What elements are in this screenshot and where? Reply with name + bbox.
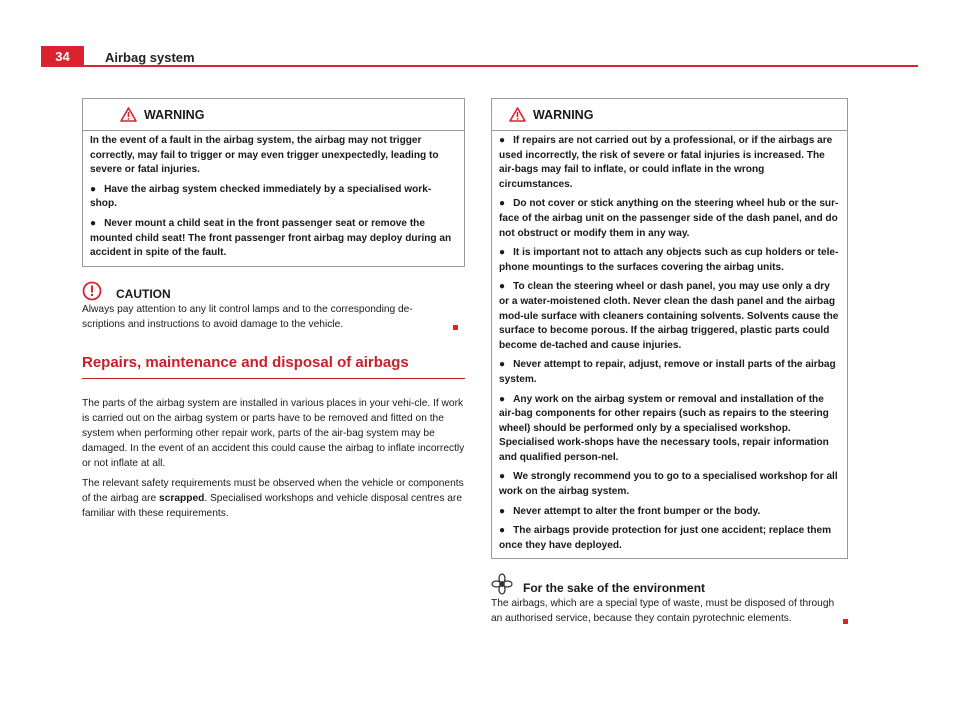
warning-box-left bbox=[82, 98, 465, 267]
bullet: ● bbox=[499, 359, 506, 371]
bullet: ● bbox=[499, 525, 506, 537]
warning-item: ● Never attempt to repair, adjust, remove or install parts of the airbag system. bbox=[499, 359, 836, 385]
warning-header bbox=[83, 99, 464, 131]
header-title: Airbag system bbox=[105, 50, 195, 65]
bullet: ● bbox=[499, 198, 506, 210]
warning-item: ● The airbags provide protection for just one accident; replace them once they have deployed. bbox=[499, 525, 832, 551]
section-paragraph: The parts of the airbag system are installed in various places in your vehi-cle. If work is carried out on the airbag system or parts have to be removed and fitted on the system when performing other repair work, parts of the air-bag system may be damaged. In the event of an accident this could cause the airbag to inflate incorrectly or not inflate at all. bbox=[82, 398, 465, 469]
end-mark bbox=[453, 325, 458, 330]
warning-item: ● Any work on the airbag system or removal and installation of the air-bag components for other repairs (such as repairs to the steering wheel) should be performed only by a specialised workshop. Specialised work-shops have the necessary tools, repair information and qualified person-nel. bbox=[499, 393, 829, 463]
warning-item: ● Do not cover or stick anything on the steering wheel hub or the sur-face of the airbag unit on the passenger side of the dash panel, and do not obstruct or modify them in any way. bbox=[499, 198, 839, 239]
caution-note bbox=[82, 281, 465, 333]
caution-title: CAUTION bbox=[116, 286, 171, 301]
warning-item: ● We strongly recommend you to go to a specialised workshop for all work on the airbag system. bbox=[499, 471, 838, 498]
section-paragraph: The relevant safety requirements must be observed when the vehicle or components of the airbag are scrapped. Specialised workshops and vehicle disposal centres are familiar with these requirements. bbox=[82, 478, 464, 519]
warning-item: ● Never mount a child seat in the front passenger seat or remove the mounted child seat! The front passenger front airbag may deploy during an accident in spite of the fault. bbox=[90, 217, 452, 259]
warning-title: WARNING bbox=[144, 107, 205, 122]
page-number: 34 bbox=[41, 46, 84, 67]
right-column bbox=[491, 98, 848, 627]
environment-text: The airbags, which are a special type of waste, must be disposed of through an authorised service, because they contain pyrotechnic elements. bbox=[491, 598, 835, 625]
bullet: ● bbox=[499, 247, 506, 259]
bullet: ● bbox=[499, 471, 506, 483]
warning-item: ● To clean the steering wheel or dash panel, you may use only a dry or a water-moistened cloth. Never clean the dash panel and the airbag mod-ule surface with cleaners containing solvents. Solvents cause the surface to become porous. If the airbag triggered, plastic parts could become de-tached and cause injuries. bbox=[499, 281, 839, 351]
bullet: ● bbox=[499, 281, 506, 293]
scrapped-emphasis: scrapped bbox=[159, 493, 205, 505]
section-repairs bbox=[82, 354, 465, 521]
caution-text: Always pay attention to any lit control lamps and to the corresponding de-scriptions and instructions to avoid damage to the vehicle. bbox=[82, 303, 413, 330]
bullet: ● bbox=[499, 135, 506, 146]
warning-title: WARNING bbox=[533, 107, 594, 122]
warning-triangle-icon bbox=[120, 107, 137, 122]
environment-header bbox=[491, 573, 848, 595]
bullet: ● bbox=[499, 505, 506, 517]
warning-triangle-icon bbox=[509, 107, 526, 122]
environment-note bbox=[491, 573, 848, 627]
warning-header bbox=[492, 99, 847, 131]
bullet: ● bbox=[90, 183, 97, 195]
section-title: Repairs, maintenance and disposal of airbags bbox=[82, 354, 465, 379]
warning-item: ● Have the airbag system checked immediately by a specialised work-shop. bbox=[90, 183, 432, 210]
warning-item: ● It is important not to attach any objects such as cup holders or tele-phone mountings to the surfaces covering the airbag units. bbox=[499, 247, 839, 273]
caution-exclamation-icon bbox=[82, 281, 102, 301]
header-rule bbox=[84, 65, 918, 67]
end-mark bbox=[843, 619, 848, 624]
warning-body bbox=[83, 131, 464, 266]
caution-header bbox=[82, 281, 465, 301]
environment-title: For the sake of the environment bbox=[523, 581, 706, 596]
warning-item: ● If repairs are not carried out by a professional, or if the airbags are used incorrectly, the risk of severe or fatal injuries is increased. The air-bags may fail to inflate, or could inflate in the wrong circumstances. bbox=[499, 135, 833, 190]
warning-body bbox=[492, 131, 847, 558]
warning-box-right bbox=[491, 98, 848, 559]
warning-intro: In the event of a fault in the airbag system, the airbag may not trigger correctly, may fail to trigger or may even trigger unexpectedly, leading to severe or fatal injuries. bbox=[90, 135, 439, 176]
flower-environment-icon bbox=[491, 573, 513, 595]
left-column bbox=[82, 98, 465, 522]
warning-item: ● Never attempt to alter the front bumper or the body. bbox=[499, 505, 840, 520]
bullet: ● bbox=[499, 393, 506, 405]
bullet: ● bbox=[90, 217, 97, 229]
